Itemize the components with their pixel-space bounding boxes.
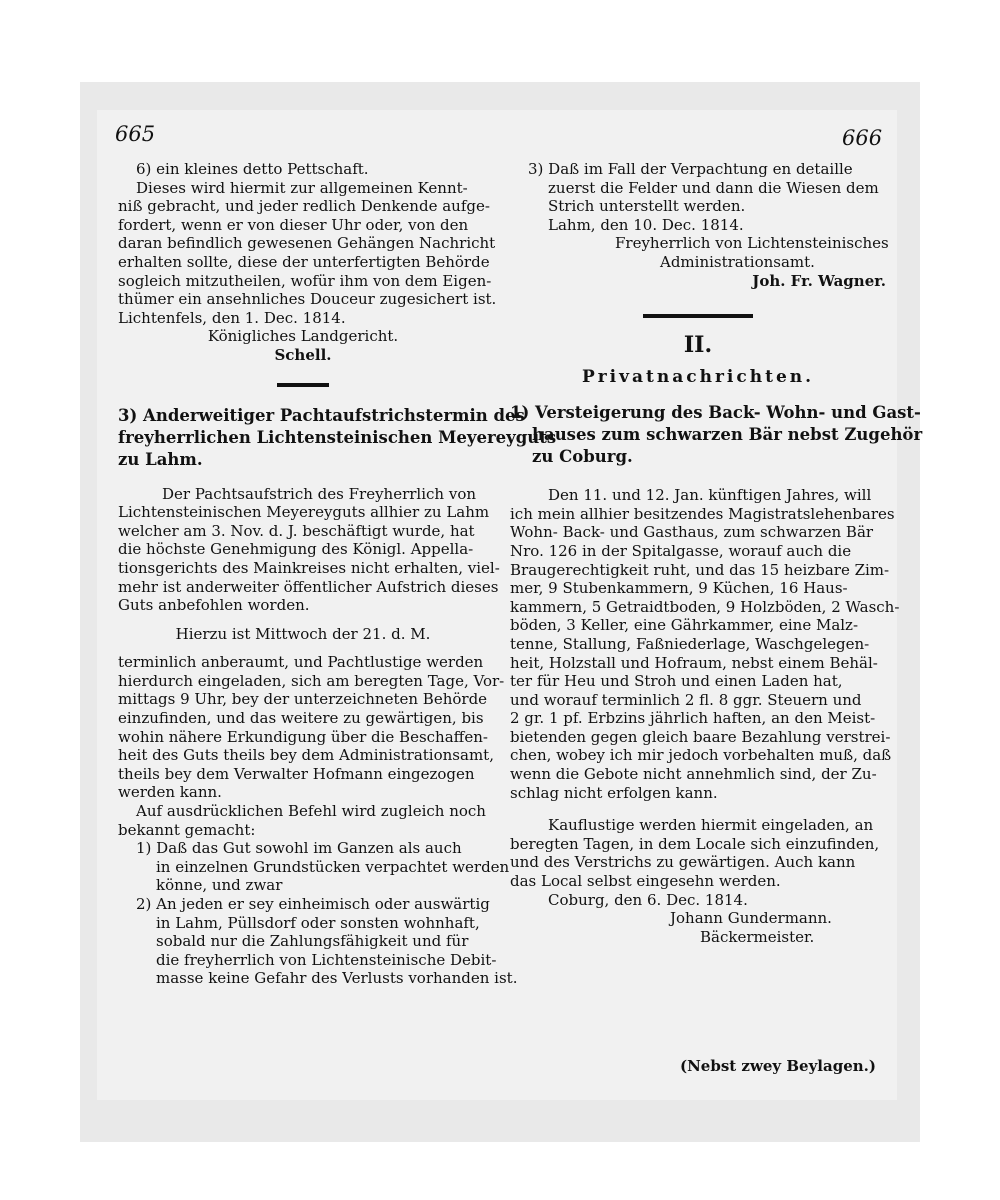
- place-date: Lichtenfels, den 1. Dec. 1814.: [118, 308, 346, 327]
- page-number-right: 666: [842, 126, 883, 150]
- text-line: 2) An jeden er sey einheimisch oder auswärtig: [136, 895, 490, 913]
- right-column: [510, 160, 923, 946]
- text-line: Guts anbefohlen worden.: [118, 596, 310, 615]
- text-line: 2 gr. 1 pf. Erbzins jährlich haften, an den Meist-: [510, 709, 876, 728]
- text-line: Den 11. und 12. Jan. künftigen Jahres, will: [548, 486, 872, 505]
- paragraph: [118, 653, 505, 802]
- notice-end: [118, 160, 497, 365]
- text-line: beregten Tagen, in dem Locale sich einzufinden,: [510, 834, 880, 853]
- text-line: hierdurch eingeladen, sich am beregten Tage, Vor-: [118, 671, 505, 690]
- authority: Freyherrlich von Lichtensteinisches: [615, 234, 889, 253]
- text-line: welcher am 3. Nov. d. J. beschäftigt wurde, hat: [118, 521, 475, 540]
- section-number: II.: [683, 332, 713, 359]
- text-line: heit des Guts theils bey dem Administrationsamt,: [118, 746, 494, 765]
- text-line: wohin nähere Erkundigung über die Beschaffen-: [118, 727, 488, 746]
- text-line: tionsgerichts des Mainkreises nicht erhalten, viel-: [118, 558, 500, 577]
- text-line: Braugerechtigkeit ruht, und das 15 heizbare Zim-: [510, 560, 890, 579]
- text-line: niß gebracht, und jeder redlich Denkende aufge-: [118, 197, 490, 216]
- text-line: werden kann.: [118, 783, 222, 802]
- condition-3: [510, 160, 886, 216]
- text-line: böden, 3 Keller, eine Gährkammer, eine Malz-: [510, 616, 859, 635]
- text-line: Strich unterstellt werden.: [548, 197, 746, 216]
- signer: Johann Gundermann.: [670, 909, 832, 928]
- text-line: mehr ist anderweiter öffentlicher Aufstrich dieses: [118, 577, 499, 596]
- text-line: Der Pachtsaufstrich des Freyherrlich von: [162, 484, 477, 503]
- item-heading: [510, 402, 923, 468]
- item-heading: [118, 405, 557, 471]
- text-line: terminlich anberaumt, und Pachtlustige werden: [118, 653, 484, 672]
- text-line: wenn die Gebote nicht annehmlich sind, der Zu-: [510, 765, 877, 784]
- place-date: Coburg, den 6. Dec. 1814.: [548, 890, 748, 909]
- text-line: daran befindlich gewesenen Gehängen Nachricht: [118, 234, 496, 253]
- text-line: bietenden gegen gleich baare Bezahlung verstrei-: [510, 727, 891, 746]
- text-line: zuerst die Felder und dann die Wiesen dem: [548, 178, 879, 197]
- text-line: in einzelnen Grundstücken verpachtet werden: [156, 857, 510, 876]
- text-line: chen, wobey ich mir jedoch vorbehalten muß, daß: [510, 746, 892, 765]
- text-line: theils bey dem Verwalter Hofmann eingezogen: [118, 764, 475, 783]
- text-line: die freyherrlich von Lichtensteinische Debit-: [156, 950, 497, 969]
- heading-line: hauses zum schwarzen Bär nebst Zugehör: [532, 425, 923, 445]
- text-line: Auf ausdrücklichen Befehl wird zugleich noch: [136, 802, 486, 821]
- signer: Joh. Fr. Wagner.: [752, 271, 886, 290]
- text-line: erhalten sollte, diese der unterfertigten Behörde: [118, 252, 490, 271]
- text-line: sogleich mitzutheilen, wofür ihm von dem Eigen-: [118, 271, 492, 290]
- text-line: thümer ein ansehnliches Douceur zugesichert ist.: [118, 290, 497, 309]
- heading-line: freyherrlichen Lichtensteinischen Meyereyguts: [118, 427, 557, 447]
- text-line: könne, und zwar: [156, 876, 283, 895]
- condition-2: [118, 895, 518, 988]
- text-line: Nro. 126 in der Spitalgasse, worauf auch die: [510, 541, 852, 560]
- text-line: kammern, 5 Getraidtboden, 9 Holzböden, 2 Wasch-: [510, 597, 900, 616]
- text-line: heit, Holzstall und Hofraum, nebst einem Behäl-: [510, 653, 878, 672]
- heading-line: 1) Versteigerung des Back- Wohn- und Gast-: [510, 403, 921, 423]
- paragraph: [510, 816, 886, 890]
- footer-note: (Nebst zwey Beylagen.): [680, 1057, 876, 1075]
- place-date: Lahm, den 10. Dec. 1814.: [548, 215, 744, 234]
- text-line: die höchste Genehmigung des Königl. Appella-: [118, 540, 474, 559]
- text-line: 1) Daß das Gut sowohl im Ganzen als auch: [136, 839, 462, 858]
- text-line: Wohn- Back- und Gasthaus, zum schwarzen Bär: [510, 523, 874, 542]
- text-line: das Local selbst eingesehn werden.: [510, 872, 781, 891]
- text-line: bekannt gemacht:: [118, 820, 256, 839]
- text-line: und des Verstrichs zu gewärtigen. Auch kann: [510, 853, 856, 872]
- text-line: sobald nur die Zahlungsfähigkeit und für: [156, 932, 469, 951]
- paragraph: [118, 802, 488, 839]
- text-line: schlag nicht erfolgen kann.: [510, 783, 718, 802]
- text-line: 6) ein kleines detto Pettschaft.: [136, 160, 369, 178]
- text-line: Lichtensteinischen Meyereyguts allhier zu Lahm: [118, 503, 490, 522]
- text-line: Dieses wird hiermit zur allgemeinen Kennt-: [136, 178, 468, 197]
- heading-line: 3) Anderweitiger Pachtaufstrichstermin des: [118, 405, 525, 425]
- left-column: [118, 160, 557, 988]
- text-line: mittags 9 Uhr, bey der unterzeichneten Behörde: [118, 690, 488, 709]
- text-line: tenne, Stallung, Faßniederlage, Waschgelegen-: [510, 634, 870, 653]
- authority: Administrationsamt.: [660, 252, 815, 271]
- signer-title: Bäckermeister.: [700, 927, 815, 946]
- text-line: ich mein allhier besitzendes Magistratslehenbares: [510, 504, 895, 523]
- text-line: und worauf terminlich 2 fl. 8 ggr. Steuern und: [510, 690, 862, 709]
- text-line: in Lahm, Püllsdorf oder sonsten wohnhaft,: [156, 913, 480, 932]
- text-line: einzufinden, und das weitere zu gewärtigen, bis: [118, 709, 484, 728]
- section-title: Privatnachrichten.: [581, 367, 815, 388]
- text-line: masse keine Gefahr des Verlusts vorhanden ist.: [156, 969, 518, 988]
- condition-1: [118, 839, 510, 895]
- text-line: fordert, wenn er von dieser Uhr oder, von den: [118, 215, 469, 234]
- text-line: ter für Heu und Stroh und einen Laden hat,: [510, 672, 843, 691]
- page-number-left: 665: [115, 122, 156, 146]
- paragraph: [510, 486, 900, 802]
- text-line: Kauflustige werden hiermit eingeladen, an: [548, 816, 874, 835]
- heading-line: zu Lahm.: [118, 449, 203, 469]
- date-line: Hierzu ist Mittwoch der 21. d. M.: [175, 624, 431, 643]
- authority: Königliches Landgericht.: [207, 327, 399, 346]
- text-line: mer, 9 Stubenkammern, 9 Küchen, 16 Haus-: [510, 579, 848, 598]
- text-line: 3) Daß im Fall der Verpachtung en detaille: [528, 160, 853, 178]
- signer: Schell.: [274, 345, 332, 364]
- heading-line: zu Coburg.: [532, 447, 633, 467]
- paragraph: [118, 484, 500, 615]
